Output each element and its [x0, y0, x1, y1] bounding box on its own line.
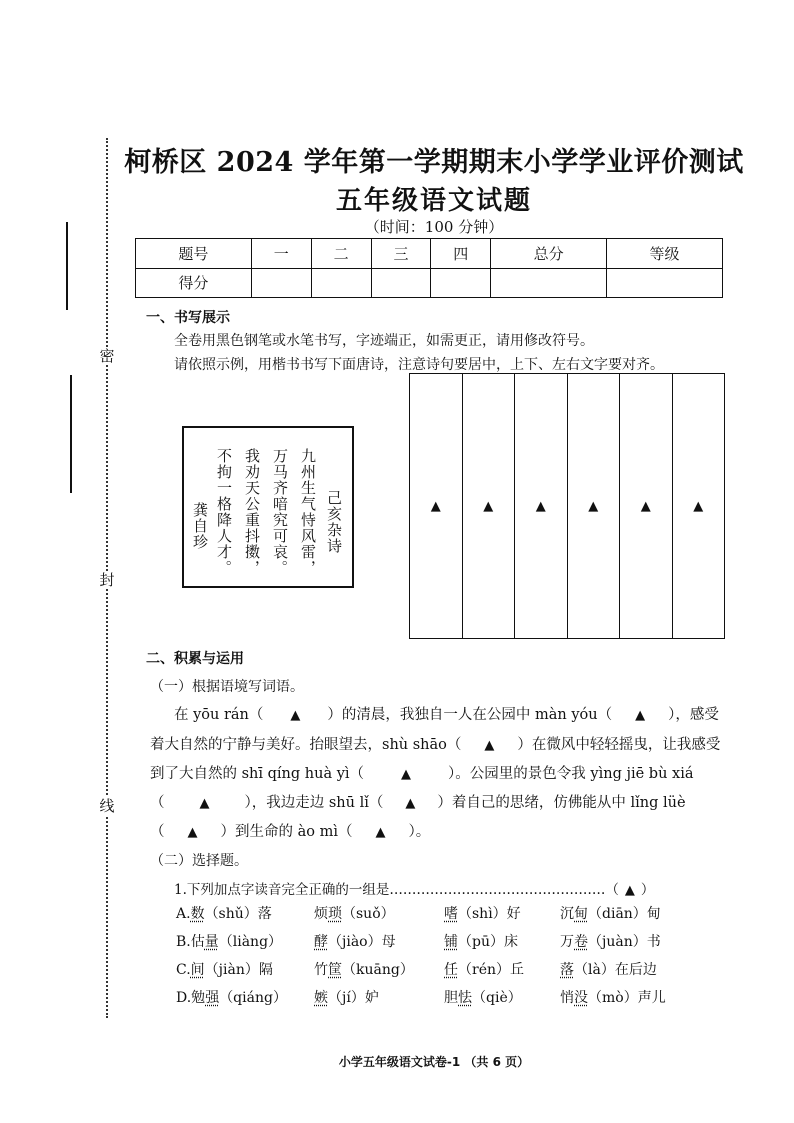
- section1-heading: 一、书写展示: [146, 310, 230, 326]
- writing-grid: [409, 373, 725, 639]
- dotted-char: 甸: [574, 906, 588, 922]
- dotted-char: 任: [444, 962, 458, 978]
- binding-char-xian: 线: [99, 797, 115, 815]
- score-blank-cell[interactable]: [251, 268, 311, 298]
- dotted-char: 卷: [574, 934, 588, 950]
- score-blank-cell[interactable]: [311, 268, 371, 298]
- time-note: （时间：100 分钟）: [364, 218, 504, 236]
- fill-text: （: [150, 795, 165, 811]
- fill-text: 在 yōu rán（: [174, 707, 264, 723]
- fill-line-5: [150, 820, 430, 841]
- binding-char-feng: 封: [99, 571, 115, 589]
- option-text: D.勉: [176, 990, 206, 1006]
- section1-instruction-1: 全卷用黑色钢笔或水笔书写，字迹端正，如需更正，请用修改符号。: [174, 333, 594, 349]
- q1-stem: [174, 878, 654, 898]
- answer-blank[interactable]: ▲: [624, 883, 635, 898]
- option-item: [314, 987, 379, 1007]
- score-blank-cell[interactable]: [431, 268, 491, 298]
- fill-text: （: [150, 824, 165, 840]
- binding-char-mi: 密: [99, 347, 115, 365]
- option-item: [314, 903, 395, 923]
- poem-line-4: 不拘一格降人才。: [215, 448, 233, 576]
- name-write-line: [66, 222, 68, 310]
- dotted-char: 间: [190, 962, 205, 978]
- option-item: [444, 931, 518, 951]
- fill-text: ）着自己的思绪，仿佛能从中 lǐng lüè: [437, 795, 686, 811]
- section1-instruction-2: 请依照示例，用楷书书写下面唐诗，注意诗句要居中，上下、左右文字要对齐。: [174, 357, 664, 373]
- answer-blank[interactable]: ▲: [401, 767, 412, 782]
- option-item: [176, 903, 272, 923]
- option-item: [176, 931, 282, 951]
- dotted-char: 落: [560, 962, 574, 978]
- q1-stem-text: 1.下列加点字读音完全正确的一组是…………………………………………（: [174, 882, 619, 898]
- score-blank-cell[interactable]: [607, 268, 723, 298]
- score-table: [135, 238, 723, 298]
- option-text: （shǔ）落: [204, 906, 272, 922]
- score-table-header-row: [136, 239, 723, 269]
- option-item: [314, 931, 396, 951]
- answer-blank[interactable]: ▲: [187, 825, 198, 840]
- option-item: [560, 959, 657, 979]
- option-item: [314, 959, 414, 979]
- fill-line-2: [150, 733, 720, 754]
- option-text: 胆: [444, 990, 458, 1006]
- page-subtitle: 五年级语文试题: [335, 186, 532, 216]
- option-item: [444, 959, 524, 979]
- score-blank-cell[interactable]: [371, 268, 431, 298]
- fill-text: 着大自然的宁静与美好。抬眼望去，shù shāo（: [150, 737, 462, 753]
- page-footer: 小学五年级语文试卷-1 （共 6 页）: [338, 1055, 530, 1069]
- option-item: [176, 987, 287, 1007]
- fill-text: ）的清晨，我独自一人在公园中 màn yóu（: [327, 707, 613, 723]
- fill-line-4: [150, 791, 686, 812]
- writing-column[interactable]: [567, 374, 620, 638]
- option-text: B.估: [176, 934, 205, 950]
- section2-heading: 二、积累与运用: [146, 651, 244, 667]
- score-header-cell: 二: [311, 239, 371, 269]
- fill-text: ）。: [408, 824, 431, 840]
- fill-text: ），我边走边 shū lǐ（: [244, 795, 384, 811]
- part1-title: （一）根据语境写词语。: [150, 679, 304, 695]
- option-text: （mò）声儿: [588, 990, 666, 1006]
- q1-stem-end: ）: [640, 882, 655, 898]
- writing-column[interactable]: [619, 374, 672, 638]
- answer-blank[interactable]: ▲: [199, 796, 210, 811]
- dotted-char: 酵: [314, 934, 328, 950]
- dotted-char: 强: [205, 990, 220, 1006]
- option-text: （liàng）: [218, 934, 283, 950]
- option-item: [560, 931, 661, 951]
- writing-column[interactable]: [672, 374, 725, 638]
- dotted-char: 没: [574, 990, 588, 1006]
- score-header-cell: 一: [251, 239, 311, 269]
- fill-text: ）到生命的 ào mì（: [220, 824, 353, 840]
- dotted-char: 铺: [444, 934, 458, 950]
- answer-mark: ▲: [588, 498, 599, 514]
- dotted-char: 嫉: [314, 990, 328, 1006]
- option-text: （qiáng）: [219, 990, 287, 1006]
- option-text: 悄: [560, 990, 574, 1006]
- answer-blank[interactable]: ▲: [290, 708, 301, 723]
- option-text: （diān）甸: [588, 906, 661, 922]
- score-header-cell: 总分: [491, 239, 607, 269]
- option-item: [560, 903, 661, 923]
- writing-column[interactable]: [462, 374, 515, 638]
- poem-title: 己亥杂诗: [325, 490, 343, 554]
- option-text: （là）在后边: [574, 962, 657, 978]
- score-table-score-row: [136, 268, 723, 298]
- score-header-cell: 等级: [607, 239, 723, 269]
- option-text: （juàn）书: [588, 934, 661, 950]
- score-header-cell: 三: [371, 239, 431, 269]
- score-header-cell: 四: [431, 239, 491, 269]
- answer-blank[interactable]: ▲: [375, 825, 386, 840]
- option-text: （jiào）母: [328, 934, 396, 950]
- answer-mark: ▲: [640, 498, 651, 514]
- fill-text: ），感受: [668, 707, 719, 723]
- dotted-char: 嗜: [444, 906, 458, 922]
- answer-blank[interactable]: ▲: [484, 738, 495, 753]
- fill-text: 到了大自然的 shī qíng huà yì（: [150, 766, 365, 782]
- option-item: [176, 959, 273, 979]
- score-blank-cell[interactable]: [491, 268, 607, 298]
- answer-mark: ▲: [483, 498, 494, 514]
- writing-column[interactable]: [410, 374, 462, 638]
- answer-blank[interactable]: ▲: [405, 796, 416, 811]
- class-write-line: [70, 375, 72, 493]
- dotted-char: 量: [204, 934, 219, 950]
- answer-mark: ▲: [535, 498, 546, 514]
- fill-text: ）。公园里的景色令我 yìng jiē bù xiá: [448, 766, 694, 782]
- option-text: （pū）床: [458, 934, 518, 950]
- option-text: （jiàn）隔: [204, 962, 273, 978]
- answer-blank[interactable]: ▲: [635, 708, 646, 723]
- dotted-char: 怯: [458, 990, 472, 1006]
- poem-line-2: 万马齐喑究可哀。: [271, 448, 289, 576]
- page-title: 柯桥区 2024 学年第一学期期末小学学业评价测试: [124, 147, 744, 178]
- option-text: 万: [560, 934, 574, 950]
- poem-line-1: 九州生气恃风雷，: [299, 448, 317, 576]
- option-text: （kuāng）: [342, 962, 414, 978]
- option-text: 烦: [314, 906, 328, 922]
- dotted-char: 琐: [328, 906, 342, 922]
- dotted-char: 数: [190, 906, 205, 922]
- fill-line-3: [150, 762, 693, 783]
- fill-text: ）在微风中轻轻摇曳，让我感受: [517, 737, 721, 753]
- score-row-label: 得分: [136, 268, 252, 298]
- poem-author: 龚自珍: [191, 502, 209, 550]
- option-text: A.: [176, 906, 191, 922]
- answer-mark: ▲: [693, 498, 704, 514]
- answer-mark: ▲: [430, 498, 441, 514]
- option-text: （qiè）: [472, 990, 522, 1006]
- writing-column[interactable]: [514, 374, 567, 638]
- option-item: [444, 903, 521, 923]
- option-text: （jí）妒: [328, 990, 379, 1006]
- option-text: 沉: [560, 906, 574, 922]
- option-text: （shì）好: [458, 906, 521, 922]
- option-text: （suǒ）: [342, 906, 395, 922]
- option-item: [560, 987, 666, 1007]
- option-text: （rén）丘: [458, 962, 524, 978]
- option-text: C.: [176, 962, 191, 978]
- part2-title: （二）选择题。: [150, 853, 248, 869]
- dotted-char: 筐: [328, 962, 342, 978]
- score-header-cell: 题号: [136, 239, 252, 269]
- poem-example-box: [182, 426, 354, 588]
- option-text: 竹: [314, 962, 328, 978]
- poem-line-3: 我劝天公重抖擞，: [243, 448, 261, 576]
- fill-line-1: [174, 703, 719, 724]
- option-item: [444, 987, 522, 1007]
